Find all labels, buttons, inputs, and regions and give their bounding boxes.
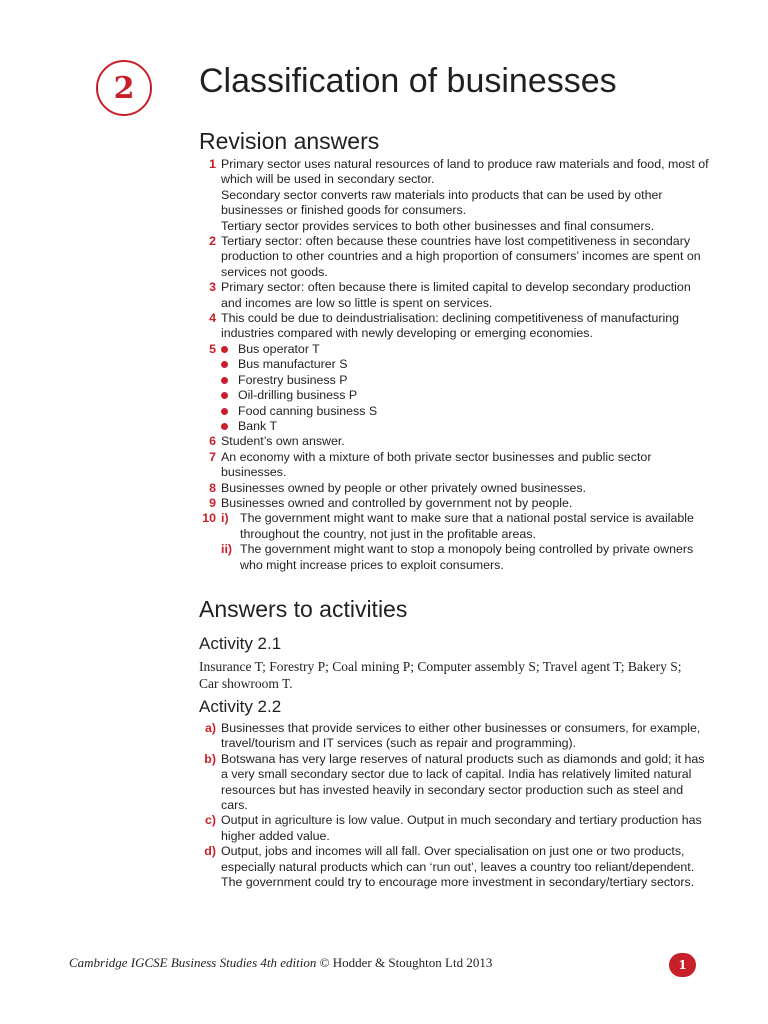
revision-item-2 bbox=[193, 234, 713, 280]
item-text: An economy with a mixture of both private sector businesses and public sector businesses. bbox=[221, 449, 652, 480]
item-text: Student’s own answer. bbox=[221, 434, 345, 449]
sub-item bbox=[221, 511, 713, 542]
item-number: 10 bbox=[202, 511, 216, 526]
item-number: 1 bbox=[209, 157, 216, 171]
item-text: Businesses owned and controlled by government not by people. bbox=[221, 495, 573, 510]
revision-item-1 bbox=[193, 157, 713, 234]
item-number: 9 bbox=[209, 495, 216, 510]
bullet-dot-icon bbox=[221, 392, 228, 399]
item-line: Tertiary sector provides services to both other businesses and final consumers. bbox=[221, 218, 655, 233]
revision-item-7 bbox=[193, 450, 713, 481]
item-text: Output, jobs and incomes will all fall. Over specialisation on just one or two products, especially natural products which can ‘run out’, leaves a country too reliant/dependent. The government could try to encourage more investment in secondary/tertiary sectors. bbox=[221, 844, 695, 890]
item-line: Primary sector uses natural resources of land to produce raw materials and food, most of which will be used in secondary sector. bbox=[221, 157, 709, 187]
bullet-item bbox=[221, 357, 713, 372]
revision-item-6 bbox=[193, 434, 713, 449]
item-text: Businesses that provide services to either other businesses or consumers, for example, travel/tourism and IT services (such as repair and programming). bbox=[221, 721, 701, 751]
item-number: 3 bbox=[209, 280, 216, 295]
revision-item-5 bbox=[193, 342, 713, 434]
bullet-text: Bus manufacturer S bbox=[238, 357, 348, 372]
activity-item-d bbox=[193, 844, 713, 890]
bullet-item bbox=[221, 342, 713, 357]
item-number: 2 bbox=[209, 234, 216, 249]
item-number: 8 bbox=[209, 480, 216, 495]
item-label: a) bbox=[204, 721, 216, 735]
activity-2-1-heading: Activity 2.1 bbox=[199, 634, 282, 653]
bullet-dot-icon bbox=[221, 361, 228, 368]
revision-item-3 bbox=[193, 280, 713, 311]
item-text: Tertiary sector: often because these countries have lost competitiveness in secondary production to other countries and a high proportion of consumers’ incomes are spent on services not goods. bbox=[221, 234, 701, 279]
bullet-dot-icon bbox=[221, 346, 228, 353]
chapter-number-badge bbox=[96, 60, 152, 116]
bullet-dot-icon bbox=[221, 408, 228, 415]
sub-label: ii) bbox=[221, 542, 233, 557]
chapter-number: 2 bbox=[113, 70, 135, 106]
sub-item bbox=[221, 542, 713, 573]
revision-list bbox=[193, 157, 713, 573]
bullet-text: Food canning business S bbox=[238, 403, 378, 418]
bullet-text: Forestry business P bbox=[238, 372, 348, 387]
revision-item-8 bbox=[193, 481, 713, 496]
activity-item-c bbox=[193, 813, 713, 844]
activity-item-a bbox=[193, 721, 713, 752]
item-text: This could be due to deindustrialisation: declining competitiveness of manufacturing industries compared with newly developing or emerging economies. bbox=[221, 311, 680, 341]
bullet-item bbox=[221, 373, 713, 388]
activity-2-1-text: Insurance T; Forestry P; Coal mining P; Computer assembly S; Travel agent T; Bakery S; Car showroom T. bbox=[199, 659, 682, 691]
sub-text: The government might want to stop a monopoly being controlled by private owners who might increase prices to exploit consumers. bbox=[240, 542, 694, 572]
bullet-text: Bus operator T bbox=[238, 341, 320, 356]
bullet-text: Oil-drilling business P bbox=[238, 388, 358, 403]
footer-book-title: Cambridge IGCSE Business Studies 4th edition bbox=[69, 955, 317, 970]
item-label: d) bbox=[204, 844, 216, 859]
item-text: Output in agriculture is low value. Output in much secondary and tertiary production has higher added value. bbox=[221, 813, 702, 843]
bullet-text: Bank T bbox=[238, 418, 278, 433]
item-label: c) bbox=[204, 813, 216, 828]
item-label: b) bbox=[204, 751, 216, 766]
item-number: 4 bbox=[209, 311, 216, 326]
sub-label: i) bbox=[221, 511, 229, 526]
bullet-item bbox=[221, 404, 713, 419]
activities-heading: Answers to activities bbox=[199, 596, 408, 622]
page-footer bbox=[69, 955, 492, 971]
item-number: 6 bbox=[209, 434, 216, 449]
activity-item-b bbox=[193, 752, 713, 814]
activity-2-2-heading: Activity 2.2 bbox=[199, 697, 282, 716]
item-text: Botswana has very large reserves of natural products such as diamonds and gold; it has a very small secondary sector due to lack of capital. India has relatively limited natural resources but has invested heavily in secondary sector production such as steel and cars. bbox=[221, 751, 705, 813]
page-number: 1 bbox=[669, 953, 696, 977]
footer-copyright: © Hodder & Stoughton Ltd 2013 bbox=[316, 955, 493, 970]
revision-heading: Revision answers bbox=[199, 128, 380, 154]
item-text: Primary sector: often because there is limited capital to develop secondary production and incomes are low so little is spent on services. bbox=[221, 280, 691, 310]
bullet-item bbox=[221, 388, 713, 403]
item-number: 7 bbox=[209, 449, 216, 464]
bullet-item bbox=[221, 419, 713, 434]
item-number: 5 bbox=[209, 341, 216, 356]
revision-item-10 bbox=[193, 511, 713, 573]
item-line: Secondary sector converts raw materials into products that can be used by other businesses or finished goods for consumers. bbox=[221, 187, 663, 218]
bullet-dot-icon bbox=[221, 377, 228, 384]
bullet-dot-icon bbox=[221, 423, 228, 430]
item-text: Businesses owned by people or other privately owned businesses. bbox=[221, 480, 587, 495]
revision-item-4 bbox=[193, 311, 713, 342]
revision-item-9 bbox=[193, 496, 713, 511]
sub-text: The government might want to make sure that a national postal service is available throughout the country, not just in the profitable areas. bbox=[240, 511, 694, 541]
activity-2-2-list bbox=[193, 721, 713, 890]
page-title: Classification of businesses bbox=[199, 62, 617, 100]
